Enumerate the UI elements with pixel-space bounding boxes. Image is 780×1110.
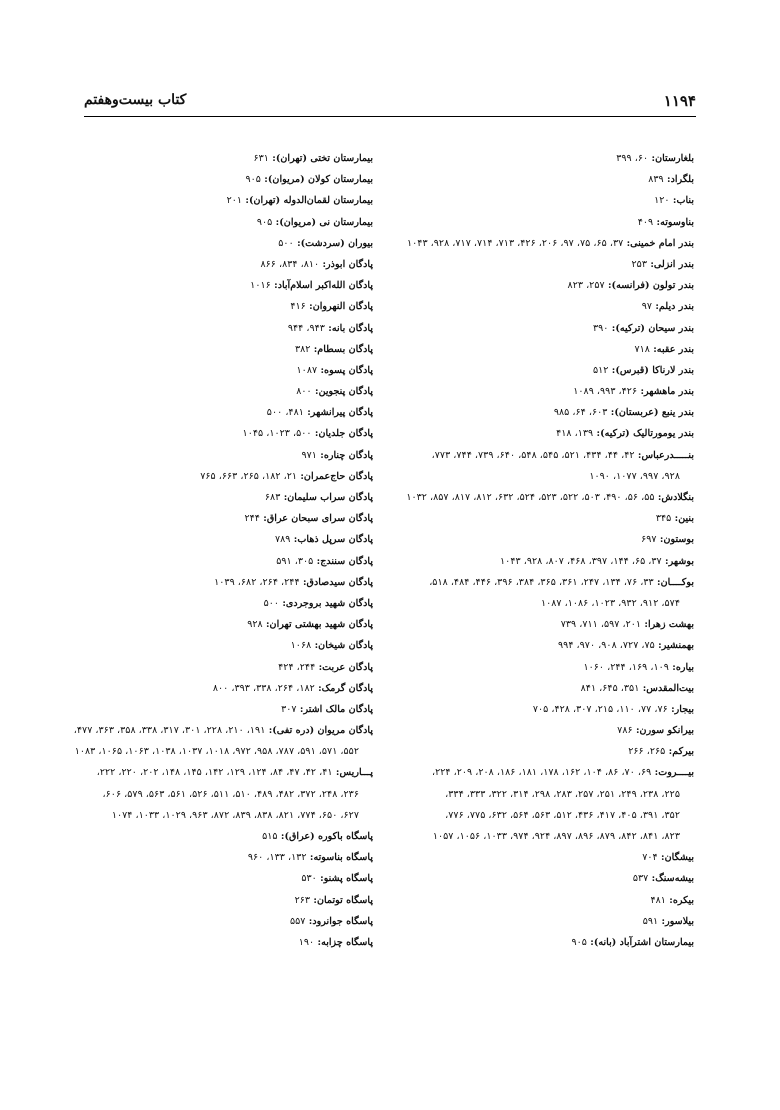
index-page-refs: ۵۷۴، ۹۱۲، ۹۳۲، ۱۰۲۳، ۱۰۸۶، ۱۰۸۷ (540, 597, 680, 609)
index-entry (68, 699, 373, 720)
index-term: پادگان سنندج (320, 555, 373, 567)
index-page-refs: ۶۸۳ (264, 492, 281, 503)
index-entry (68, 360, 373, 381)
index-separator: : (313, 555, 321, 567)
index-page-refs: ۴۲، ۴۴، ۴۳۴، ۵۲۱، ۵۴۵، ۵۴۸، ۶۴۰، ۷۳۹، ۷۴۴، ۷۷۳، (431, 449, 635, 461)
index-entry (389, 911, 694, 932)
index-separator: : (651, 767, 659, 779)
index-separator: : (316, 449, 324, 461)
index-separator: : (668, 661, 676, 673)
index-separator: : (311, 428, 319, 440)
index-term: بیمارستان اشترآباد (بانه) (593, 936, 694, 948)
index-entry (68, 911, 373, 932)
index-page-refs: ۳۰۷ (281, 703, 297, 715)
index-page-refs: ۷۵، ۷۲۷، ۹۰۸، ۹۷۰، ۹۹۴ (558, 640, 655, 652)
index-separator: : (663, 174, 671, 186)
index-term: بندر سیحان (ترکیه) (615, 322, 694, 334)
index-entry (389, 254, 694, 275)
index-page-refs: ۵۰۰، ۱۰۲۳، ۱۰۴۵ (242, 428, 312, 440)
index-separator: : (299, 576, 307, 588)
index-entry (389, 339, 694, 360)
index-page-refs: ۷۸۹ (275, 534, 291, 546)
index-page-refs: ۵۱۵ (262, 831, 278, 842)
index-term: پادگان ابوذر (326, 258, 373, 270)
index-separator: : (316, 873, 324, 885)
index-term: بیمارستان لقمان‌الدوله (تهران) (248, 195, 373, 207)
index-page-refs: ۳۸۲ (294, 343, 311, 355)
index-entry (68, 741, 373, 762)
index-term: بیوران (سردشت) (300, 237, 373, 249)
book-title: کتاب بیست‌وهفتم (84, 92, 187, 108)
index-term: پادگان سراب سلیمان (287, 492, 373, 503)
index-page-refs: ۱۹۰ (298, 936, 315, 948)
index-page-refs: ۴۲۶، ۹۹۳، ۱۰۸۹ (573, 386, 638, 398)
index-term: بندر امام خمینی (630, 237, 694, 249)
index-separator: : (324, 322, 332, 334)
index-page-refs: ۱۰۸۷ (296, 364, 318, 376)
index-term: بیکره (672, 894, 694, 906)
index-page-refs: ۷۰۴ (642, 852, 658, 864)
index-separator: : (262, 619, 270, 631)
index-term: پاسگاه جوانرود (312, 915, 373, 927)
index-term: بوشهر (668, 555, 694, 567)
index-page-refs: ۳۴۵ (655, 513, 672, 525)
index-separator: : (652, 301, 659, 313)
index-term: بلگراد (670, 174, 694, 186)
index-entry (68, 423, 373, 444)
index-entry (389, 296, 694, 317)
index-entry (389, 360, 694, 381)
index-term: بیشه‌سنگ (655, 873, 694, 885)
index-page-refs: ۶۹۷ (641, 534, 657, 546)
index-page-refs: ۵۳۰ (301, 873, 317, 885)
index-separator: : (306, 852, 314, 864)
index-entry (68, 890, 373, 911)
index-term: بندر لارناکا (قبرس) (615, 364, 694, 376)
index-entry (389, 381, 694, 402)
index-separator: : (293, 237, 301, 249)
index-page-refs: ۶۲۷، ۶۵۰، ۷۷۴، ۸۲۱، ۸۳۸، ۸۳۹، ۸۷۲، ۹۶۳، ۱۰۲۹، ۱۰۳۳، ۱۰۷۴ (111, 809, 359, 821)
index-page-refs: ۳۵۱، ۶۴۵، ۸۴۱ (580, 682, 640, 694)
index-term: بندر عقبه (656, 343, 694, 355)
index-separator: : (646, 258, 654, 270)
index-entry (68, 635, 373, 656)
index-entry (389, 699, 694, 720)
index-term: بیــــروت (658, 767, 694, 779)
index-page-refs: ۳۳، ۷۶، ۱۳۴، ۲۴۷، ۳۶۱، ۳۶۵، ۳۸۴، ۳۹۶، ۴۴۶، ۴۸۴، ۵۱۸، (429, 576, 654, 588)
index-entry (68, 445, 373, 466)
index-entry (68, 190, 373, 211)
index-entry (389, 868, 694, 889)
index-entry (68, 868, 373, 889)
index-page-refs: ۱۸۲، ۲۶۴، ۳۳۸، ۳۹۳، ۸۰۰ (212, 682, 315, 694)
index-page-refs: ۹۰۵ (256, 216, 273, 228)
index-page-refs: ۱۰۶۸ (290, 640, 312, 652)
index-separator: : (657, 852, 665, 864)
index-entry (389, 932, 694, 953)
index-entry (68, 529, 373, 550)
index-entry (389, 466, 694, 487)
index-entry (389, 784, 694, 805)
index-term: بوکــــان (660, 576, 694, 588)
index-term: بهشت زهرا (647, 619, 694, 631)
index-term: پادگان مالک اشتر (303, 703, 373, 715)
index-page-refs: ۷۱۸ (634, 343, 650, 355)
index-entry (68, 318, 373, 339)
index-page-refs: ۹۲۸ (247, 619, 263, 631)
index-page-refs: ۶۳۱ (253, 153, 269, 164)
index-entry (68, 551, 373, 572)
index-term: بندر یومورتالیک (ترکیه) (600, 428, 694, 440)
index-separator: : (314, 682, 322, 694)
index-entry (389, 572, 694, 593)
page-number: ۱۱۹۴ (663, 92, 696, 110)
index-term: پاسگاه توتمان (316, 894, 373, 906)
index-separator: : (259, 513, 267, 525)
index-page-refs: ۴۱، ۴۲، ۴۷، ۸۴، ۱۲۴، ۱۲۹، ۱۴۲، ۱۴۵، ۱۴۸، ۲۰۲، ۲۲۰، ۲۲۲، (96, 767, 333, 779)
index-separator: : (310, 343, 318, 355)
index-term: بنگلادش (661, 492, 694, 503)
index-term: پادگان شهید بروجردی (285, 597, 373, 609)
index-separator: : (311, 386, 319, 398)
index-entry (389, 148, 694, 169)
index-page-refs: ۲۴۴ (244, 513, 260, 525)
index-entry (68, 254, 373, 275)
index-separator: : (634, 449, 642, 461)
index-term: پادگان جلدیان (318, 428, 373, 440)
index-page-refs: ۸۰۰ (296, 386, 312, 398)
index-entry (68, 275, 373, 296)
index-page-refs: ۲۲۵، ۲۳۸، ۲۴۹، ۲۵۱، ۲۵۷، ۲۸۳، ۲۹۸، ۳۱۴، ۳۲۲، ۳۳۳، ۳۳۴، (445, 788, 680, 800)
index-term: پادگان شهید بهشتی تهران (269, 619, 373, 631)
index-term: بیت‌المقدس (646, 682, 694, 694)
index-page-refs: ۵۰۰ (263, 597, 280, 609)
index-page-refs: ۹۲۸، ۹۹۷، ۱۰۷۷، ۱۰۹۰ (589, 470, 680, 482)
index-entry (389, 720, 694, 741)
index-separator: : (604, 280, 612, 292)
index-separator: : (290, 534, 298, 546)
index-separator: : (648, 153, 656, 164)
index-separator: : (665, 746, 673, 758)
index-page-refs: ۷۸۶ (617, 725, 633, 737)
index-term: پاسگاه باکوره (عراق) (284, 831, 373, 842)
index-term: پاسگاه بناسوته (313, 852, 373, 864)
index-separator: : (608, 322, 616, 334)
index-entry (389, 190, 694, 211)
index-term: پادگان سیدصادق (306, 576, 373, 588)
index-term: بندر تولون (فرانسه) (611, 280, 694, 292)
index-entry (68, 148, 373, 169)
index-entry (68, 339, 373, 360)
index-separator: : (280, 492, 288, 503)
index-separator: : (265, 725, 273, 737)
index-entry (68, 657, 373, 678)
index-entry (389, 762, 694, 783)
index-page-refs: ۵۳۷ (632, 873, 649, 885)
index-entry (389, 445, 694, 466)
index-term: پادگان النهروان (312, 301, 373, 313)
index-entry (68, 614, 373, 635)
index-term: بیجار (674, 703, 694, 715)
index-entry (389, 169, 694, 190)
index-entry (389, 275, 694, 296)
index-entry (68, 402, 373, 423)
index-term: بندر دیلم (658, 301, 694, 313)
index-separator: : (260, 174, 268, 186)
index-entry (68, 212, 373, 233)
index-page-refs: ۳۰۵، ۵۹۱ (276, 555, 314, 567)
index-entry (389, 593, 694, 614)
index-term: بلغارستان (655, 153, 694, 164)
running-header (84, 92, 696, 117)
index-entry (389, 805, 694, 826)
index-page-refs: ۲۴۴، ۴۲۴ (278, 661, 316, 673)
index-page-refs: ۸۱۰، ۸۳۴، ۸۶۶ (260, 258, 320, 270)
index-entry (68, 932, 373, 953)
index-separator: : (268, 153, 276, 164)
index-page-refs: ۱۲۰ (654, 195, 670, 207)
index-page-refs: ۱۳۲، ۱۳۳، ۹۶۰ (247, 852, 307, 864)
index-separator: : (279, 597, 286, 609)
index-separator: : (641, 619, 648, 631)
index-separator: : (654, 640, 662, 652)
index-entry (389, 614, 694, 635)
index-separator: : (297, 470, 304, 482)
index-term: بناب (676, 195, 694, 207)
index-separator: : (332, 767, 340, 779)
index-entry (389, 487, 694, 508)
index-entry (389, 318, 694, 339)
index-separator: : (607, 407, 615, 419)
index-separator: : (270, 280, 278, 292)
index-page-refs: ۲۳۶، ۲۴۸، ۳۷۲، ۴۸۲، ۴۸۹، ۵۱۰، ۵۱۱، ۵۲۶، ۵۶۱، ۵۶۳، ۵۷۹، ۶۰۶، (102, 788, 359, 800)
index-term: پادگان چناره (323, 449, 373, 461)
index-separator: : (623, 237, 631, 249)
index-page-refs: ۱۹۱، ۲۱۰، ۲۲۸، ۳۰۱، ۳۱۷، ۳۳۸، ۳۵۸، ۳۶۳، ۴۷۷، (73, 725, 266, 737)
index-entry (68, 572, 373, 593)
index-term: پـــاریس (339, 767, 373, 779)
index-page-refs: ۳۷، ۶۵، ۷۵، ۹۷، ۲۰۶، ۴۲۶، ۷۱۳، ۷۱۴، ۷۱۷، ۹۲۸، ۱۰۴۳ (407, 237, 624, 249)
index-page-refs: ۲۶۳ (294, 894, 311, 906)
index-entry (389, 657, 694, 678)
index-separator: : (311, 640, 319, 652)
index-term: پادگان گرمک (321, 682, 373, 694)
index-page-refs: ۲۱، ۱۸۲، ۲۶۵، ۶۶۳، ۷۶۵ (200, 470, 298, 482)
index-page-refs: ۶۰۳، ۶۴، ۹۸۵ (553, 407, 608, 419)
index-separator: : (637, 386, 645, 398)
index-page-refs: ۹۴۳، ۹۴۴ (287, 322, 325, 334)
index-term: بندر ماهشهر (644, 386, 694, 398)
index-entry (68, 720, 373, 741)
index-page-refs: ۹۷۱ (301, 449, 317, 461)
index-page-refs: ۲۵۷، ۸۲۳ (567, 280, 605, 292)
index-separator: : (296, 703, 304, 715)
index-entry (389, 635, 694, 656)
index-term: بوستون (663, 534, 694, 546)
index-entry (68, 678, 373, 699)
index-column-left (68, 148, 373, 953)
index-page-refs: ۹۷ (641, 301, 653, 313)
index-entry (389, 741, 694, 762)
index-page-refs: ۸۳۹ (648, 174, 664, 186)
index-separator: : (303, 407, 311, 419)
index-term: بندر ینبع (عربستان) (614, 407, 694, 419)
index-term: پادگان بانه (331, 322, 373, 334)
index-page-refs: ۴۸۱ (650, 894, 666, 906)
index-term: بیاره (675, 661, 694, 673)
index-entry (389, 402, 694, 423)
index-page-refs: ۱۰۹، ۱۶۹، ۲۴۴، ۱۰۶۰ (583, 661, 669, 673)
index-separator: : (242, 195, 249, 207)
index-entry (68, 381, 373, 402)
index-term: پادگان پسوه (324, 364, 373, 376)
index-page-refs: ۵۰۰ (278, 237, 294, 249)
index-separator: : (305, 301, 313, 313)
index-separator: : (639, 682, 647, 694)
index-separator: : (315, 661, 323, 673)
index-term: بیرکم (672, 746, 694, 758)
index-page-refs: ۸۲۳، ۸۴۱، ۸۴۲، ۸۷۹، ۸۹۶، ۸۹۷، ۹۲۴، ۹۷۴، ۱۰۳۳، ۱۰۵۶، ۱۰۵۷ (432, 831, 680, 842)
index-page-refs: ۲۵۳ (631, 258, 647, 270)
index-entry (68, 826, 373, 847)
index-term: بیمارستان تختی (تهران) (275, 153, 373, 164)
index-entry (68, 233, 373, 254)
index-separator: : (272, 216, 280, 228)
index-term: پادگان شیخان (318, 640, 373, 652)
index-page-refs: ۲۴۴، ۲۶۴، ۶۸۲، ۱۰۳۹ (214, 576, 300, 588)
index-term: پادگان بسطام (317, 343, 373, 355)
index-separator: : (310, 894, 317, 906)
index-separator: : (667, 703, 675, 715)
index-entry (389, 529, 694, 550)
index-term: پادگان سرپل ذهاب (297, 534, 373, 546)
index-entry (68, 487, 373, 508)
index-term: بنـــــدرعباس (641, 449, 694, 461)
index-page-refs: ۳۹۰ (592, 322, 609, 334)
index-term: بندر انزلی (653, 258, 694, 270)
index-separator: : (669, 195, 677, 207)
index-separator: : (593, 428, 601, 440)
index-page-refs: ۵۵۲، ۵۷۱، ۵۹۱، ۷۸۷، ۹۵۸، ۹۷۲، ۱۰۱۸، ۱۰۳۷، ۱۰۳۸، ۱۰۶۳، ۱۰۶۵، ۱۰۸۳ (74, 746, 359, 758)
index-separator: : (665, 894, 673, 906)
index-term: بنین (678, 513, 694, 525)
index-page-refs: ۴۰۹ (637, 216, 654, 228)
index-separator: : (608, 364, 616, 376)
index-separator: : (656, 534, 664, 546)
index-entry (389, 847, 694, 868)
index-entry (389, 826, 694, 847)
index-separator: : (317, 364, 325, 376)
index-page-refs: ۳۵۲، ۳۹۱، ۴۰۵، ۴۱۷، ۴۳۶، ۵۱۲، ۵۶۳، ۵۶۴، ۶۳۲، ۷۷۵، ۷۷۶، (445, 809, 680, 821)
index-separator: : (277, 831, 285, 842)
index-page-refs: ۲۰۱ (226, 195, 243, 207)
index-term: بیلاسور (665, 915, 694, 927)
index-term: پادگان پیرانشهر (310, 407, 373, 419)
index-term: پادگان الله‌اکبر اسلام‌آباد (277, 280, 373, 292)
index-term: بیرانکو سورن (639, 725, 694, 737)
index-entry (68, 593, 373, 614)
index-separator: : (649, 343, 657, 355)
index-entry (68, 847, 373, 868)
index-separator: : (661, 555, 669, 567)
index-page-refs: ۲۰۱، ۵۹۷، ۷۱۱، ۷۳۹ (560, 619, 642, 631)
index-term: پادگان مریوان (دره تفی) (272, 725, 373, 737)
index-separator: : (658, 915, 666, 927)
index-page-refs: ۲۶۵، ۲۶۶ (628, 746, 666, 758)
index-separator: : (653, 216, 661, 228)
index-term: پاسگاه چزابه (321, 936, 373, 948)
index-page-refs: ۷۶، ۷۷، ۱۱۰، ۲۱۵، ۳۰۷، ۴۲۸، ۷۰۵ (532, 703, 668, 715)
index-term: پاسگاه پشنو (323, 873, 373, 885)
index-term: بیمارستان نی (مریوان) (279, 216, 373, 228)
index-entry (389, 551, 694, 572)
index-entry (389, 233, 694, 254)
index-entry (389, 890, 694, 911)
index-entry (68, 466, 373, 487)
index-separator: : (632, 725, 640, 737)
index-separator: : (586, 936, 594, 948)
index-page-refs: ۹۰۵ (245, 174, 261, 186)
index-separator: : (653, 576, 661, 588)
index-entry (68, 762, 373, 783)
index-page-refs: ۶۹، ۷۰، ۸۶، ۱۰۴، ۱۶۲، ۱۷۸، ۱۸۱، ۱۸۶، ۲۰۸، ۲۰۹، ۲۲۴، (431, 767, 652, 779)
index-page-refs: ۱۳۹، ۴۱۸ (556, 428, 594, 440)
index-term: بناوسوته (660, 216, 694, 228)
index-separator: : (654, 492, 662, 503)
index-term: بیشگان (664, 852, 694, 864)
index-term: پادگان حاج‌عمران (303, 470, 373, 482)
index-entry (68, 296, 373, 317)
index-separator: : (671, 513, 679, 525)
index-entry (389, 508, 694, 529)
index-term: بهمنشیر (661, 640, 694, 652)
index-separator: : (314, 936, 322, 948)
index-page-refs: ۳۷، ۶۵، ۱۴۴، ۳۹۷، ۴۶۸، ۸۰۷، ۹۲۸، ۱۰۴۳ (500, 555, 662, 567)
index-term: پادگان عربت (322, 661, 373, 673)
index-entry (68, 784, 373, 805)
index-term: بیمارستان کولان (مریوان) (267, 174, 373, 186)
index-page-refs: ۵۵، ۵۶، ۴۹۰، ۵۰۳، ۵۲۲، ۵۲۳، ۵۲۴، ۶۳۲، ۸۱۲، ۸۱۷، ۸۵۷، ۱۰۳۲ (406, 492, 655, 503)
index-page-refs: ۶۰، ۳۹۹ (616, 153, 649, 164)
index-separator: : (319, 258, 327, 270)
index-entry (389, 678, 694, 699)
index-term: پادگان سرای سبحان عراق (266, 513, 373, 525)
index-page-refs: ۴۱۶ (290, 301, 306, 313)
index-entry (68, 169, 373, 190)
index-separator: : (648, 873, 656, 885)
index-page-refs: ۵۵۷ (290, 915, 306, 927)
index-page-refs: ۱۰۱۶ (250, 280, 271, 292)
index-entry (68, 805, 373, 826)
index-page-refs: ۵۱۲ (592, 364, 609, 376)
index-entry (389, 212, 694, 233)
index-page-refs: ۹۰۵ (571, 936, 587, 948)
index-entry (389, 423, 694, 444)
index-page-refs: ۵۹۱ (642, 915, 659, 927)
index-entry (68, 508, 373, 529)
index-term: پادگان پنجوین (318, 386, 373, 398)
index-column-right (389, 148, 694, 953)
index-page-refs: ۴۸۱، ۵۰۰ (266, 407, 304, 419)
index-separator: : (305, 915, 313, 927)
